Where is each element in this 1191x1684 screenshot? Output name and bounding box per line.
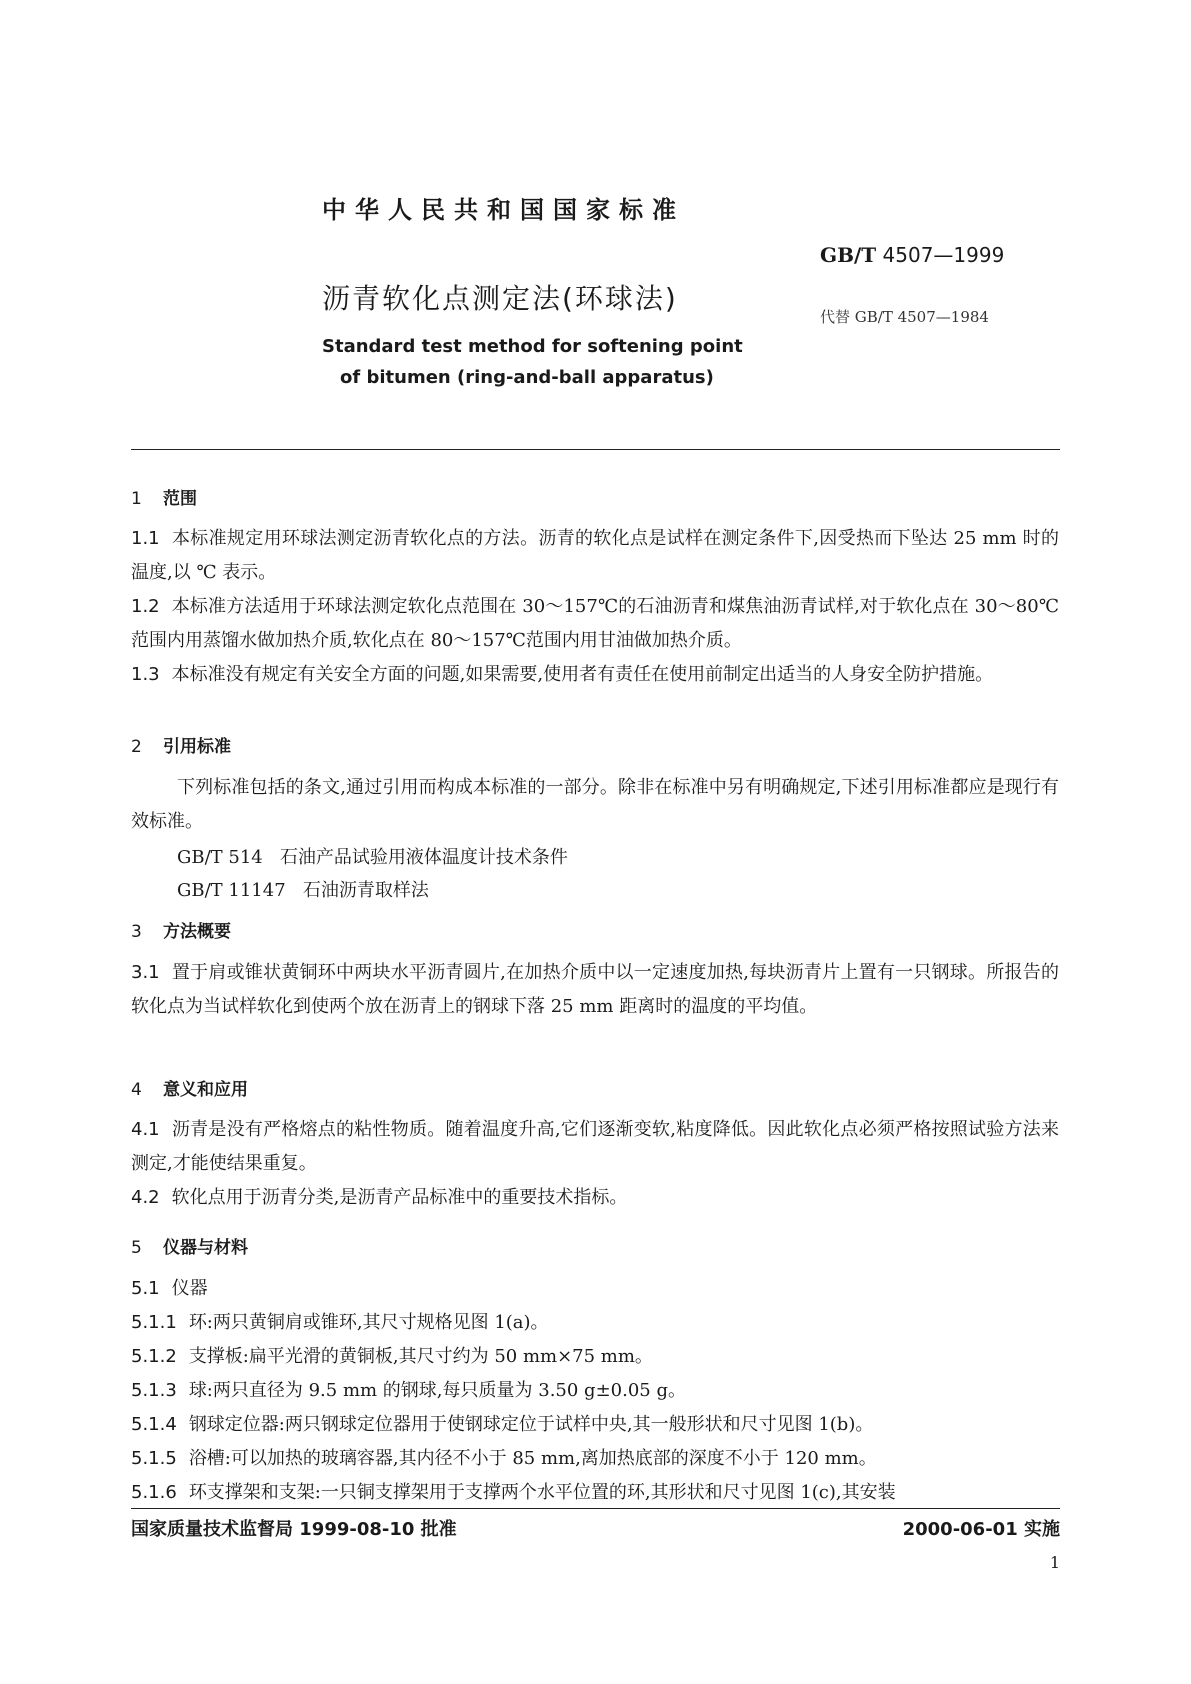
clause-3-1: 3.1 置于肩或锥状黄铜环中两块水平沥青圆片,在加热介质中以一定速度加热,每块沥青片上置有一只钢球。所报告的软化点为当试样软化到使两个放在沥青上的钢球下落 25 mm 距离时的温度的平均值。	[131, 962, 1059, 1017]
clause-1-2: 1.2 本标准方法适用于环球法测定软化点范围在 30～157℃的石油沥青和煤焦油沥青试样,对于软化点在 30～80℃范围内用蒸馏水做加热介质,软化点在 80～157℃范围内用甘油做加热介质。	[131, 596, 1059, 651]
clause-1-1: 1.1 本标准规定用环球法测定沥青软化点的方法。沥青的软化点是试样在测定条件下,因受热而下坠达 25 mm 时的温度,以 ℃ 表示。	[131, 528, 1059, 583]
clause-5-1: 5.1 仪器	[131, 1278, 208, 1299]
reference-2: GB/T 11147 石油沥青取样法	[177, 880, 429, 901]
clause-4-1: 4.1 沥青是没有严格熔点的粘性物质。随着温度升高,它们逐渐变软,粘度降低。因此软化点必须严格按照试验方法来测定,才能使结果重复。	[131, 1119, 1059, 1174]
reference-1: GB/T 514 石油产品试验用液体温度计技术条件	[177, 847, 568, 868]
standard-number	[820, 243, 1004, 267]
document-title: 沥青软化点测定法(环球法)	[322, 282, 678, 315]
clause-5-1-5: 5.1.5 浴槽:可以加热的玻璃容器,其内径不小于 85 mm,离加热底部的深度不小于 120 mm。	[131, 1448, 877, 1469]
section-heading-1: 1 范围	[131, 489, 197, 509]
clause-5-1-3: 5.1.3 球:两只直径为 9.5 mm 的钢球,每只质量为 3.50 g±0.05 g。	[131, 1380, 686, 1401]
clause-5-1-6: 5.1.6 环支撑架和支架:一只铜支撑架用于支撑两个水平位置的环,其形状和尺寸见图 1(c),其安装	[131, 1482, 896, 1503]
header-divider	[131, 449, 1060, 450]
section-2-paragraph: 下列标准包括的条文,通过引用而构成本标准的一部分。除非在标准中另有明确规定,下述引用标准都应是现行有效标准。	[131, 777, 1059, 832]
footer-divider	[131, 1508, 1060, 1509]
clause-5-1-4: 5.1.4 钢球定位器:两只钢球定位器用于使钢球定位于试样中央,其一般形状和尺寸见图 1(b)。	[131, 1414, 874, 1435]
section-heading-5: 5 仪器与材料	[131, 1238, 248, 1258]
clause-5-1-1: 5.1.1 环:两只黄铜肩或锥环,其尺寸规格见图 1(a)。	[131, 1312, 549, 1333]
english-title-line-2: of bitumen (ring-and-ball apparatus)	[340, 367, 714, 388]
approval-date: 国家质量技术监督局 1999-08-10 批准	[131, 1519, 457, 1540]
clause-1-3: 1.3 本标准没有规定有关安全方面的问题,如果需要,使用者有责任在使用前制定出适当的人身安全防护措施。	[131, 664, 994, 685]
english-title-line-1: Standard test method for softening point	[322, 336, 743, 357]
replaces-standard: 代替 GB/T 4507—1984	[820, 308, 989, 326]
standard-prefix: GB/T	[820, 243, 877, 267]
section-heading-2: 2 引用标准	[131, 737, 231, 757]
standard-year-number: 4507—1999	[882, 243, 1005, 267]
implementation-date: 2000-06-01 实施	[902, 1519, 1060, 1540]
clause-5-1-2: 5.1.2 支撑板:扁平光滑的黄铜板,其尺寸约为 50 mm×75 mm。	[131, 1346, 653, 1367]
section-heading-3: 3 方法概要	[131, 922, 231, 942]
clause-4-2: 4.2 软化点用于沥青分类,是沥青产品标准中的重要技术指标。	[131, 1187, 628, 1208]
page-number: 1	[1049, 1553, 1060, 1572]
section-heading-4: 4 意义和应用	[131, 1080, 248, 1100]
national-standard-heading: 中华人民共和国国家标准	[322, 195, 685, 224]
